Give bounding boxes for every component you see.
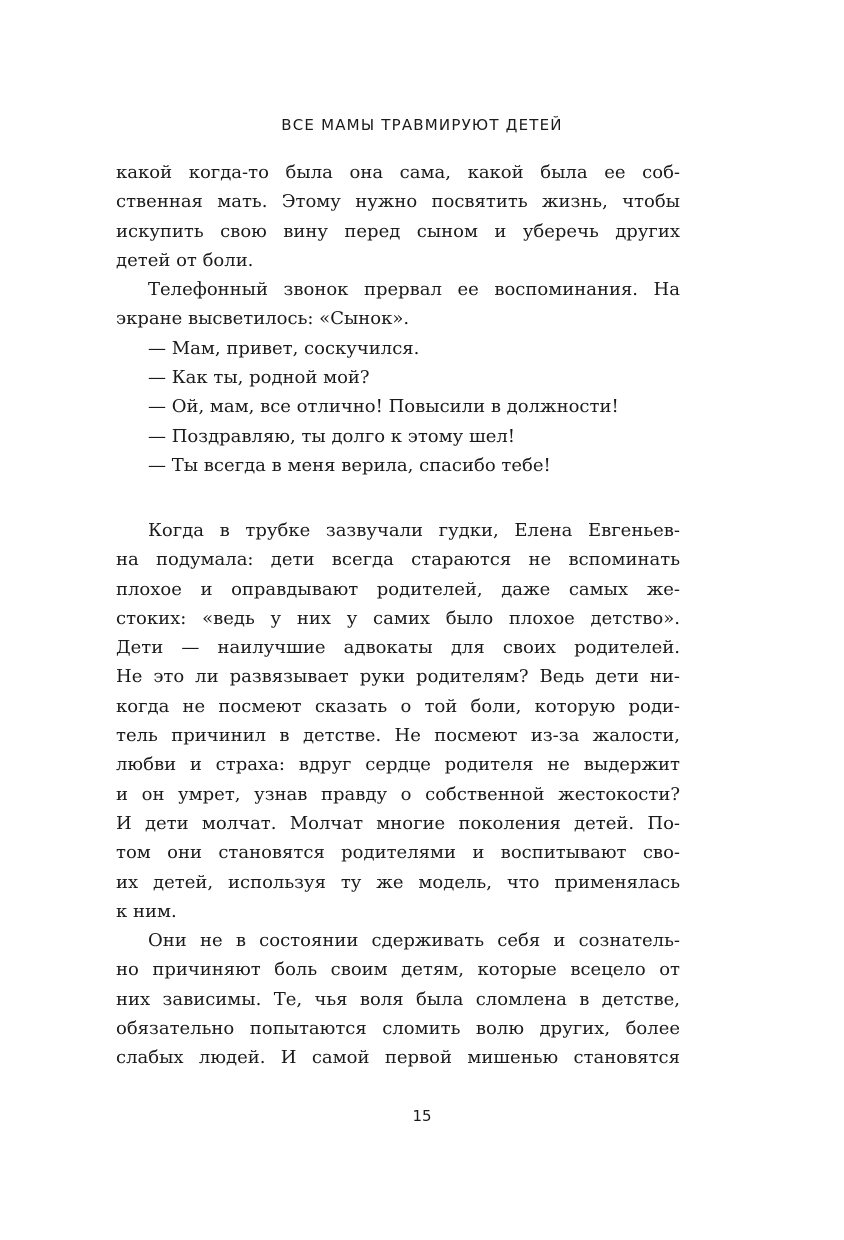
page-number: 15 — [412, 1107, 432, 1125]
text-block-upper — [116, 158, 680, 480]
text-line: к ним. — [116, 900, 177, 922]
text-line: и он умрет, узнав правду о собственной жестокости? — [116, 783, 680, 805]
text-line: любви и страха: вдруг сердце родителя не выдержит — [116, 754, 680, 776]
running-header: ВСЕ МАМЫ ТРАВМИРУЮТ ДЕТЕЙ — [281, 116, 563, 134]
text-line: когда не посмеют сказать о той боли, которую роди- — [116, 695, 680, 717]
text-line: но причиняют боль своим детям, которые всецело от — [116, 959, 680, 981]
text-line: их детей, используя ту же модель, что применялась — [116, 871, 680, 893]
text-line: слабых людей. И самой первой мишенью становятся — [116, 1047, 680, 1069]
text-line: экране высветилось: «Сынок». — [116, 308, 410, 330]
text-line: тель причинил в детстве. Не посмеют из-за жалости, — [116, 725, 680, 747]
text-line: И дети молчат. Молчат многие поколения детей. По- — [116, 812, 680, 834]
text-block-lower — [116, 516, 680, 1073]
text-line: плохое и оправдывают родителей, даже самых же- — [116, 578, 680, 600]
text-line: Не это ли развязывает руки родителям? Ведь дети ни- — [116, 666, 680, 688]
text-line: том они становятся родителями и воспитывают сво- — [116, 842, 680, 864]
dialogue-line: — Ой, мам, все отлично! Повысили в должности! — [148, 396, 619, 418]
text-line: Когда в трубке зазвучали гудки, Елена Евгеньев- — [148, 520, 680, 541]
dialogue-line: — Ты всегда в меня верила, спасибо тебе! — [148, 454, 551, 476]
text-line: ственная мать. Этому нужно посвятить жизнь, чтобы — [116, 191, 680, 213]
text-line: стоких: «ведь у них у самих было плохое детство». — [116, 607, 680, 629]
text-line: на подумала: дети всегда стараются не вспоминать — [116, 549, 680, 571]
text-line: какой когда-то была она сама, какой была ее соб- — [116, 162, 680, 183]
dialogue-line: — Мам, привет, соскучился. — [148, 337, 420, 359]
text-line: искупить свою вину перед сыном и уберечь других — [116, 220, 680, 242]
text-line: Они не в состоянии сдерживать себя и сознатель- — [148, 930, 680, 952]
dialogue-line: — Как ты, родной мой? — [148, 367, 370, 389]
text-line: детей от боли. — [116, 249, 254, 271]
dialogue-line: — Поздравляю, ты долго к этому шел! — [148, 425, 516, 447]
text-line: обязательно попытаются сломить волю других, более — [116, 1018, 680, 1040]
text-line: них зависимы. Те, чья воля была сломлена в детстве, — [116, 988, 680, 1010]
text-line: Телефонный звонок прервал ее воспоминания. На — [148, 279, 680, 301]
text-line: Дети — наилучшие адвокаты для своих родителей. — [116, 637, 680, 659]
